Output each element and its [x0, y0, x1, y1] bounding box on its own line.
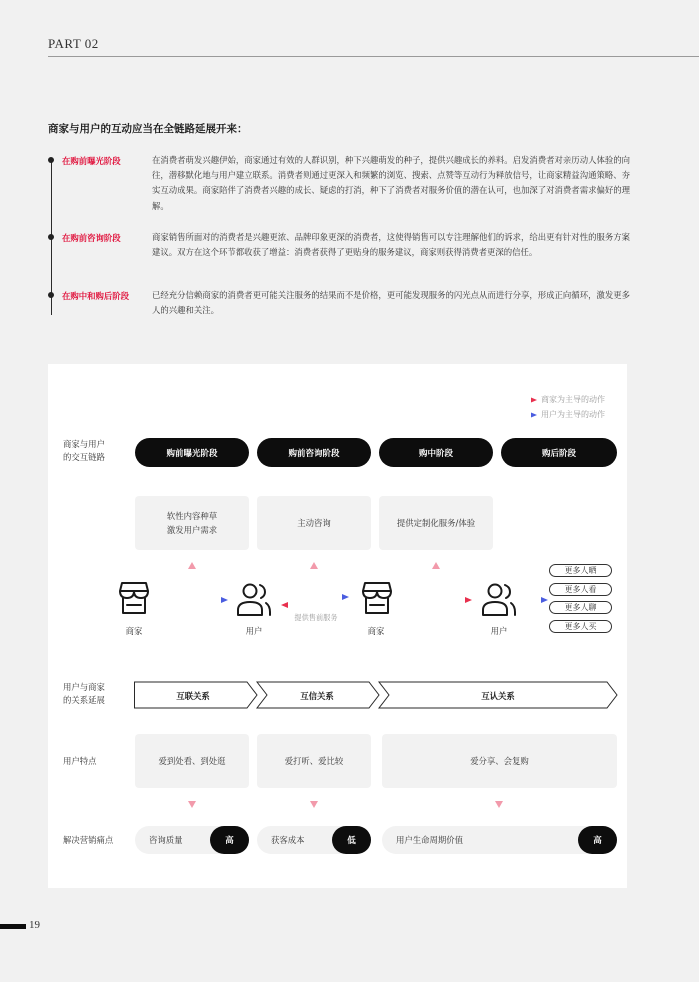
stage-description-during-after-purchase: 已经充分信赖商家的消费者更可能关注服务的结果而不是价格，更可能发现服务的闪光点从而进行分享，形成正向循环，激发更多人的兴趣和关注。: [152, 290, 630, 316]
row-label-relationship: 用户与商家 的关系延展: [63, 682, 105, 705]
action-box-active-consultation: 主动咨询: [257, 496, 371, 550]
legend-item-user: [493, 409, 605, 420]
outcome-tag-buy: 更多人买: [549, 620, 612, 633]
outcome-tag-discuss: 更多人聊: [549, 601, 612, 614]
row-label-user-traits: 用户特点: [63, 756, 97, 766]
level-badge: 低: [332, 826, 371, 854]
level-badge: 高: [578, 826, 617, 854]
user-led-arrow-icon: [281, 593, 349, 601]
row-label-pain-points: 解决营销痛点: [63, 835, 114, 845]
outcome-tag-share: 更多人晒: [549, 564, 612, 577]
trait-box-compare: 爱打听、爱比较: [257, 734, 371, 788]
timeline-dot: [48, 157, 54, 163]
flow-node-merchant-1: 商家: [125, 626, 143, 636]
row-label-interaction-chain: 商家与用户 的交互链路: [63, 439, 105, 462]
timeline-dot: [48, 292, 54, 298]
timeline-dot: [48, 234, 54, 240]
stage-description-pre-exposure: 在消费者萌发兴趣伊始，商家通过有效的人群识别，种下兴趣萌发的种子，提供兴趣成长的养料。启发消费者对亲历动人体验的向往，潜移默化地与用户建立联系。消费者则通过更深入和频繁的浏览、搜索、点赞等互动行为释放信号，让商家精益沟通策略、夯实互动成果。商家陪伴了消费者兴趣的成长、疑虑的打消，种下了消费者对服务价值的潜在认可，也加深了对消费者需求偏好的理解。: [152, 155, 630, 211]
flow-node-merchant-2: 商家: [367, 626, 385, 636]
legend-label-user: 用户为主导的动作: [541, 410, 605, 419]
trait-box-browse: 爱到处看、到处逛: [135, 734, 249, 788]
page-number: 19: [29, 919, 40, 931]
legend-item-merchant: [493, 394, 605, 405]
phase-pill-during-purchase: 购中阶段: [379, 438, 493, 467]
flow-node-user-2: 用户: [490, 626, 508, 636]
stage-label-pre-consultation: 在购前咨询阶段: [62, 233, 121, 243]
user-led-arrow-icon: [160, 596, 228, 604]
pain-point-consult-quality: 咨询质量 高: [135, 826, 249, 854]
user-icon: [481, 582, 517, 618]
pain-point-acquisition-cost: 获客成本 低: [257, 826, 371, 854]
section-title: 商家与用户的互动应当在全链路延展开来：: [48, 123, 248, 135]
pain-point-lifetime-value: 用户生命周期价值 高: [382, 826, 617, 854]
user-led-arrow-icon: [522, 596, 548, 604]
level-badge: 高: [210, 826, 249, 854]
stage-label-pre-exposure: 在购前曝光阶段: [62, 156, 121, 166]
stage-label-during-after-purchase: 在购中和购后阶段: [62, 291, 129, 301]
up-arrow-icon: [188, 562, 196, 569]
header-divider: [48, 56, 699, 57]
up-arrow-icon: [432, 562, 440, 569]
up-arrow-icon: [310, 562, 318, 569]
trait-box-share-repurchase: 爱分享、会复购: [382, 734, 617, 788]
stage-description-pre-consultation: 商家销售所面对的消费者是兴趣更浓、品牌印象更深的消费者，这使得销售可以专注理解他们的诉求，给出更有针对性的服务方案建议。双方在这个环节都收获了增益：消费者获得了更贴身的服务建议，商家则获得消费者更深的信任。: [152, 232, 630, 258]
merchant-led-arrow-icon: [404, 596, 472, 604]
legend-label-merchant: 商家为主导的动作: [541, 395, 605, 404]
down-arrow-icon: [188, 801, 196, 808]
down-arrow-icon: [495, 801, 503, 808]
action-box-custom-service: 提供定制化服务/体验: [379, 496, 493, 550]
action-box-content-seeding: 软性内容种草 激发用户需求: [135, 496, 249, 550]
store-icon: [115, 580, 153, 618]
flow-node-user-1: 用户: [245, 626, 263, 636]
presale-service-caption: 提供售前服务: [294, 613, 338, 622]
legend-red-arrow-icon: [493, 397, 537, 403]
outcome-tag-view: 更多人看: [549, 583, 612, 596]
merchant-led-arrow-icon: [281, 601, 349, 609]
legend-blue-arrow-icon: [493, 412, 537, 418]
phase-pill-pre-exposure: 购前曝光阶段: [135, 438, 249, 467]
relationship-recognition: 互认关系: [481, 691, 515, 701]
user-icon: [236, 582, 272, 618]
down-arrow-icon: [310, 801, 318, 808]
relationship-connected: 互联关系: [176, 691, 210, 701]
phase-pill-after-purchase: 购后阶段: [501, 438, 617, 467]
part-label: PART 02: [48, 36, 99, 51]
relationship-trust: 互信关系: [300, 691, 334, 701]
store-icon: [358, 580, 396, 618]
phase-pill-pre-consultation: 购前咨询阶段: [257, 438, 371, 467]
footer-bar: [0, 924, 26, 929]
